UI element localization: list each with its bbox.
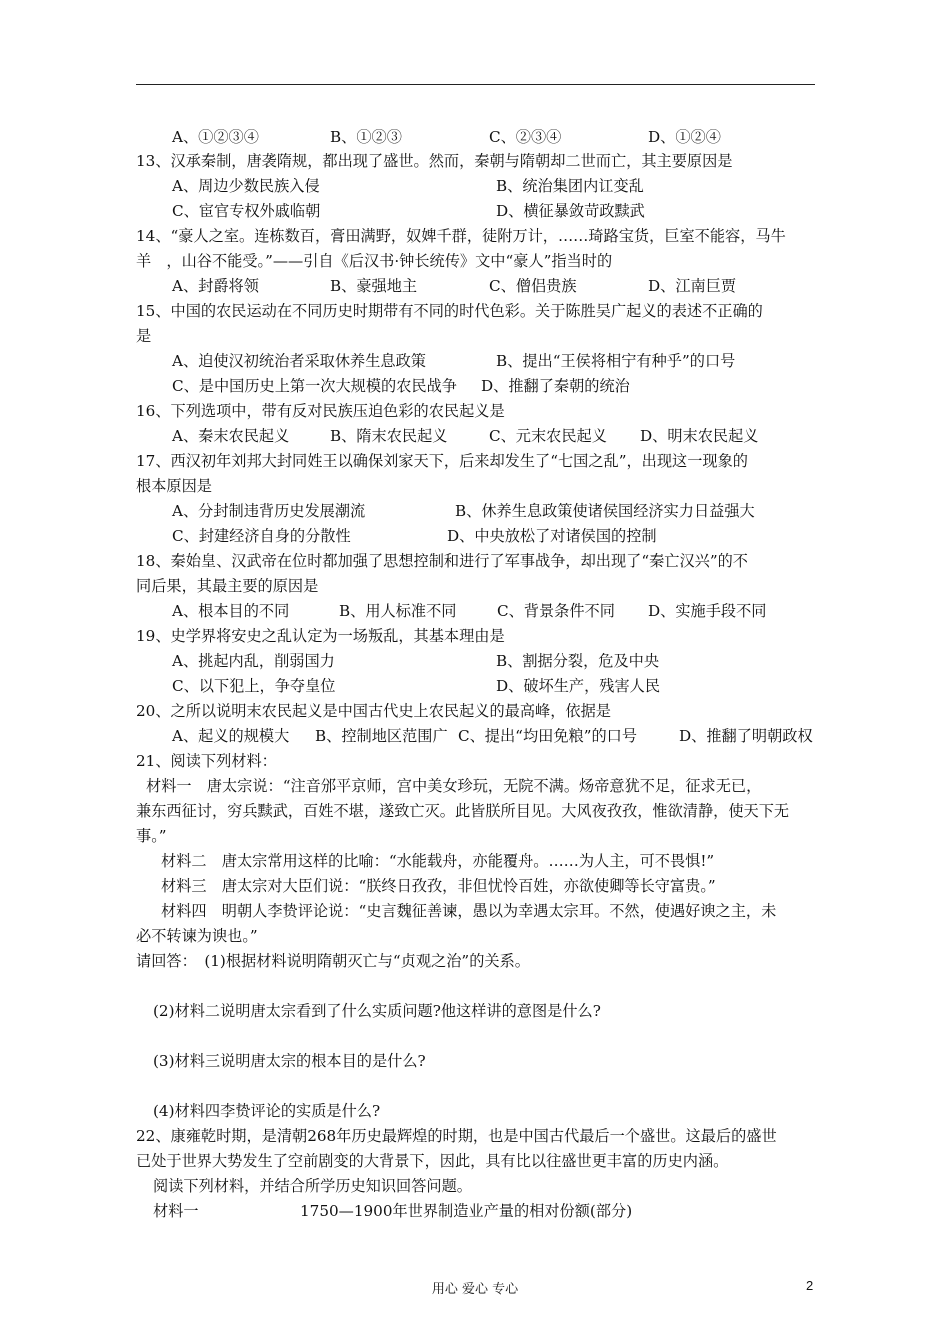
q14-option-d: D、江南巨贾 [648, 277, 737, 295]
header-rule [136, 84, 815, 85]
q21-material1-line1: 材料一 唐太宗说：“注音邠平京师，宫中美女珍玩，无院不满。炀帝意犹不足，征求无已， [146, 777, 762, 795]
q17-option-d: D、中央放松了对诸侯国的控制 [447, 527, 657, 545]
q18-option-b: B、用人标准不同 [339, 602, 457, 620]
q22-instruction: 阅读下列材料，并结合所学历史知识回答问题。 [153, 1177, 472, 1195]
q18-stem-line1: 18、秦始皇、汉武帝在位时都加强了思想控制和进行了军事战争，却出现了“秦亡汉兴”的不 [136, 552, 748, 570]
page-number: 2 [806, 1278, 814, 1293]
q21-question2: (2)材料二说明唐太宗看到了什么实质问题?他这样讲的意图是什么? [153, 1002, 601, 1020]
q21-material4-line2: 必不转谏为谀也。” [136, 927, 258, 945]
q21-question3: (3)材料三说明唐太宗的根本目的是什么? [153, 1052, 426, 1070]
q20-option-c: C、提出“均田免粮”的口号 [458, 727, 638, 745]
q20-option-b: B、控制地区范围广 [315, 727, 448, 745]
q22-material1-label: 材料一 [153, 1202, 199, 1220]
q17-stem-line1: 17、西汉初年刘邦大封同姓王以确保刘家天下，后来却发生了“七国之乱”，出现这一现象的 [136, 452, 748, 470]
q14-stem-line2: 羊 ，山谷不能受。”——引自《后汉书·钟长统传》文中“豪人”指当时的 [136, 252, 613, 270]
q17-option-a: A、分封制违背历史发展潮流 [172, 502, 366, 520]
q19-option-c: C、以下犯上，争夺皇位 [172, 677, 336, 695]
q21-material3: 材料三 唐太宗对大臣们说：“朕终日孜孜，非但忧怜百姓，亦欲使卿等长守富贵。” [161, 877, 716, 895]
q21-material1-line3: 事。” [136, 827, 167, 845]
q22-stem-line2: 已处于世界大势发生了空前剧变的大背景下，因此，具有比以往盛世更丰富的历史内涵。 [136, 1152, 729, 1170]
q13-option-a: A、周边少数民族入侵 [172, 177, 320, 195]
q13-stem: 13、汉承秦制，唐袭隋规，都出现了盛世。然而，秦朝与隋朝却二世而亡，其主要原因是 [136, 152, 733, 170]
q15-option-b: B、提出“王侯将相宁有种乎”的口号 [496, 352, 736, 370]
q19-option-d: D、破坏生产，残害人民 [496, 677, 661, 695]
q21-material2: 材料二 唐太宗常用这样的比喻：“水能载舟，亦能覆舟。……为人主，可不畏惧!” [161, 852, 715, 870]
q14-option-a: A、封爵将领 [172, 277, 259, 295]
q21-material1-line2: 兼东西征讨，穷兵黩武，百姓不堪，遂致亡灭。此皆朕所目见。大风夜孜孜，惟欲清静，使天下无 [136, 802, 790, 820]
q17-stem-line2: 根本原因是 [136, 477, 212, 495]
q12-option-c: C、②③④ [489, 128, 562, 146]
q19-option-b: B、割据分裂，危及中央 [496, 652, 660, 670]
q12-option-a: A、①②③④ [172, 128, 259, 146]
q18-option-d: D、实施手段不同 [648, 602, 767, 620]
q17-option-b: B、休养生息政策使诸侯国经济实力日益强大 [455, 502, 755, 520]
q15-option-d: D、推翻了秦朝的统治 [481, 377, 630, 395]
q13-option-d: D、横征暴敛苛政黩武 [496, 202, 645, 220]
q19-stem: 19、史学界将安史之乱认定为一场叛乱，其基本理由是 [136, 627, 505, 645]
q14-option-b: B、豪强地主 [330, 277, 418, 295]
q21-question4: (4)材料四李贽评论的实质是什么? [153, 1102, 381, 1120]
q16-option-d: D、明末农民起义 [640, 427, 759, 445]
q16-option-c: C、元末农民起义 [489, 427, 607, 445]
q18-option-a: A、根本目的不同 [172, 602, 290, 620]
footer-motto: 用心 爱心 专心 [431, 1282, 519, 1297]
q12-option-d: D、①②④ [648, 128, 721, 146]
q21-question1: 请回答： (1)根据材料说明隋朝灭亡与“贞观之治”的关系。 [136, 952, 530, 970]
q16-option-a: A、秦末农民起义 [172, 427, 290, 445]
q14-stem-line1: 14、“豪人之室。连栋数百，膏田满野，奴婢千群，徒附万计，……琦路宝货，巨室不能容，马牛 [136, 227, 786, 245]
q21-material4-line1: 材料四 明朝人李贽评论说：“史言魏征善谏，愚以为幸遇太宗耳。不然，使遇好谀之主，未 [161, 902, 777, 920]
q20-option-d: D、推翻了明朝政权 [679, 727, 813, 745]
q22-stem-line1: 22、康雍乾时期，是清朝268年历史最辉煌的时期，也是中国古代最后一个盛世。这最后的盛世 [136, 1127, 777, 1145]
q17-option-c: C、封建经济自身的分散性 [172, 527, 351, 545]
q22-material1-title: 1750—1900年世界制造业产量的相对份额(部分) [300, 1202, 633, 1220]
q21-stem: 21、阅读下列材料： [136, 752, 277, 770]
q20-option-a: A、起义的规模大 [172, 727, 290, 745]
q18-option-c: C、背景条件不同 [497, 602, 615, 620]
q14-option-c: C、僧侣贵族 [489, 277, 577, 295]
q15-option-a: A、迫使汉初统治者采取休养生息政策 [172, 352, 426, 370]
q16-option-b: B、隋末农民起义 [330, 427, 448, 445]
q15-stem-line2: 是 [136, 327, 152, 345]
q12-option-b: B、①②③ [330, 128, 402, 146]
q15-option-c: C、是中国历史上第一次大规模的农民战争 [172, 377, 457, 395]
q13-option-b: B、统治集团内讧变乱 [496, 177, 644, 195]
q13-option-c: C、宦官专权外戚临朝 [172, 202, 321, 220]
q20-stem: 20、之所以说明末农民起义是中国古代史上农民起义的最高峰，依据是 [136, 702, 611, 720]
q16-stem: 16、下列选项中，带有反对民族压迫色彩的农民起义是 [136, 402, 505, 420]
q18-stem-line2: 同后果，其最主要的原因是 [136, 577, 319, 595]
q15-stem-line1: 15、中国的农民运动在不同历史时期带有不同的时代色彩。关于陈胜吴广起义的表述不正确的 [136, 302, 763, 320]
q19-option-a: A、挑起内乱，削弱国力 [172, 652, 335, 670]
